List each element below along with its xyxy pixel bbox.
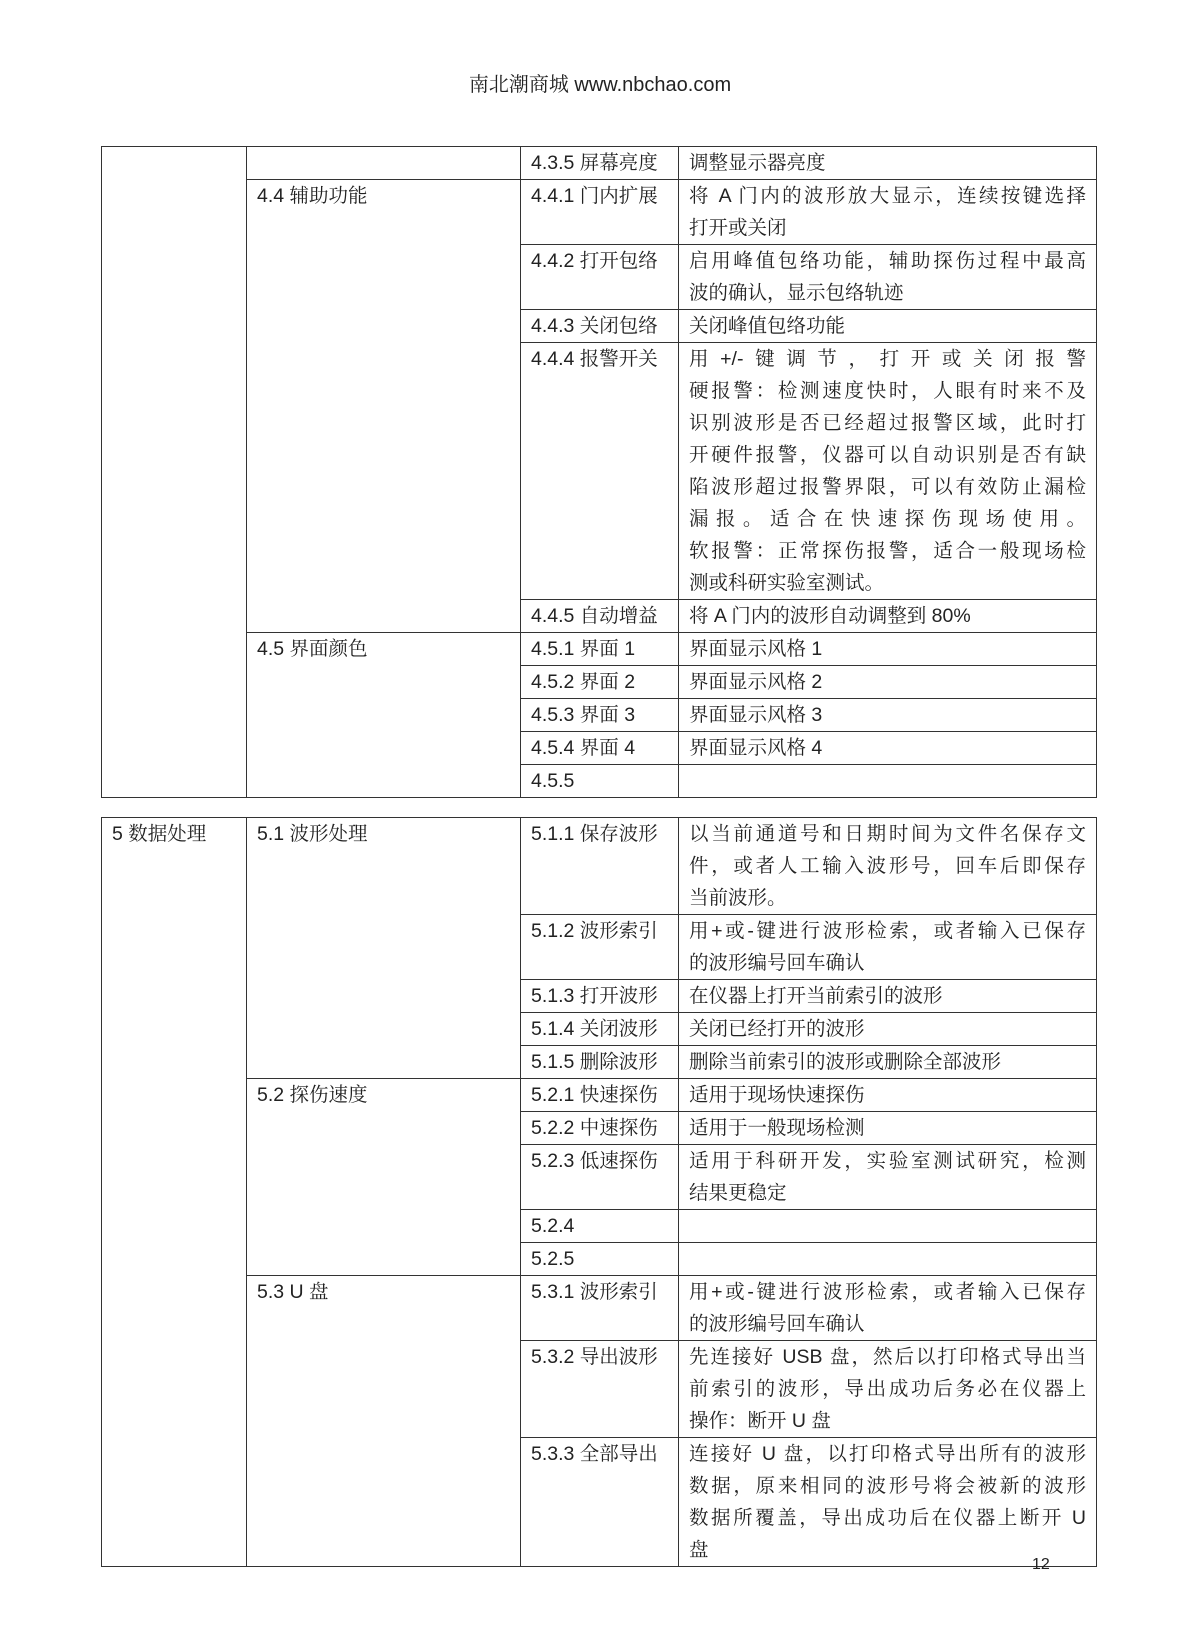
description-line: 将 A 门内的波形自动调整到 80% bbox=[689, 605, 971, 627]
item-code-cell: 4.4.1 门内扩展 bbox=[521, 180, 679, 245]
item-description-cell bbox=[679, 245, 1097, 310]
description-line: 适用于现场快速探伤 bbox=[689, 1084, 865, 1106]
description-line: 识别波形是否已经超过报警区域，此时打 bbox=[689, 412, 1086, 434]
group-cell: 5.2 探伤速度 bbox=[247, 1079, 521, 1276]
description-line: 数据所覆盖，导出成功后在仪器上断开 U bbox=[689, 1507, 1086, 1529]
description-line: 数据，原来相同的波形号将会被新的波形 bbox=[689, 1475, 1086, 1497]
description-line: 适用于一般现场检测 bbox=[689, 1117, 865, 1139]
item-code-cell: 5.1.3 打开波形 bbox=[521, 980, 679, 1013]
item-description-cell bbox=[679, 666, 1097, 699]
description-line: 用+/-键调节，打开或关闭报警 bbox=[689, 348, 1086, 370]
item-description-cell bbox=[679, 343, 1097, 600]
description-line: 界面显示风格 1 bbox=[689, 638, 823, 660]
description-line bbox=[689, 1243, 1086, 1275]
item-description-cell bbox=[679, 633, 1097, 666]
item-code-cell: 5.2.4 bbox=[521, 1210, 679, 1243]
description-line: 用+或-键进行波形检索，或者输入已保存 bbox=[689, 1281, 1086, 1303]
table-row bbox=[102, 180, 1097, 245]
item-description-cell bbox=[679, 310, 1097, 343]
page-header: 南北潮商城 www.nbchao.com bbox=[468, 74, 732, 96]
description-line: 结果更稳定 bbox=[689, 1182, 787, 1204]
item-code-cell: 4.5.4 界面 4 bbox=[521, 732, 679, 765]
table-row bbox=[102, 818, 1097, 915]
description-line: 适用于科研开发，实验室测试研究，检测 bbox=[689, 1150, 1086, 1172]
item-description-cell bbox=[679, 765, 1097, 798]
item-description-cell bbox=[679, 1046, 1097, 1079]
description-line: 界面显示风格 4 bbox=[689, 737, 823, 759]
description-line: 界面显示风格 2 bbox=[689, 671, 823, 693]
description-line: 在仪器上打开当前索引的波形 bbox=[689, 985, 943, 1007]
description-line: 盘 bbox=[689, 1539, 709, 1561]
description-line: 先连接好 USB 盘，然后以打印格式导出当 bbox=[689, 1346, 1086, 1368]
function-table-2 bbox=[101, 817, 1097, 1567]
item-code-cell: 4.5.5 bbox=[521, 765, 679, 798]
item-description-cell bbox=[679, 1276, 1097, 1341]
item-code-cell: 5.3.1 波形索引 bbox=[521, 1276, 679, 1341]
description-line: 硬报警：检测速度快时，人眼有时来不及 bbox=[689, 380, 1086, 402]
table-row bbox=[102, 1276, 1097, 1341]
description-line: 件，或者人工输入波形号，回车后即保存 bbox=[689, 855, 1086, 877]
item-description-cell bbox=[679, 1112, 1097, 1145]
item-description-cell bbox=[679, 1341, 1097, 1438]
item-description-cell bbox=[679, 1210, 1097, 1243]
item-description-cell bbox=[679, 147, 1097, 180]
table-row bbox=[102, 1079, 1097, 1112]
item-description-cell bbox=[679, 1079, 1097, 1112]
description-line: 将 A 门内的波形放大显示，连续按键选择 bbox=[689, 185, 1086, 207]
description-line: 打开或关闭 bbox=[689, 217, 787, 239]
item-code-cell: 4.3.5 屏幕亮度 bbox=[521, 147, 679, 180]
item-description-cell bbox=[679, 1438, 1097, 1567]
item-code-cell: 4.5.1 界面 1 bbox=[521, 633, 679, 666]
table-row bbox=[102, 633, 1097, 666]
description-line: 开硬件报警，仪器可以自动识别是否有缺 bbox=[689, 444, 1086, 466]
description-line: 操作：断开 U 盘 bbox=[689, 1410, 831, 1432]
section-cell: 5 数据处理 bbox=[102, 818, 247, 1567]
item-description-cell bbox=[679, 1013, 1097, 1046]
item-description-cell bbox=[679, 180, 1097, 245]
description-line: 软报警：正常探伤报警，适合一般现场检 bbox=[689, 540, 1086, 562]
description-line: 界面显示风格 3 bbox=[689, 704, 823, 726]
description-line: 波的确认，显示包络轨迹 bbox=[689, 282, 904, 304]
description-line: 前索引的波形，导出成功后务必在仪器上 bbox=[689, 1378, 1086, 1400]
item-code-cell: 4.4.5 自动增益 bbox=[521, 600, 679, 633]
description-line bbox=[689, 765, 1086, 797]
description-line: 调整显示器亮度 bbox=[689, 152, 826, 174]
section-cell bbox=[102, 147, 247, 798]
description-line: 启用峰值包络功能，辅助探伤过程中最高 bbox=[689, 250, 1086, 272]
item-description-cell bbox=[679, 732, 1097, 765]
item-description-cell bbox=[679, 818, 1097, 915]
item-code-cell: 4.4.2 打开包络 bbox=[521, 245, 679, 310]
description-line: 漏报。适合在快速探伤现场使用。 bbox=[689, 508, 1086, 530]
item-code-cell: 4.4.3 关闭包络 bbox=[521, 310, 679, 343]
description-line: 当前波形。 bbox=[689, 887, 787, 909]
item-code-cell: 5.3.2 导出波形 bbox=[521, 1341, 679, 1438]
item-description-cell bbox=[679, 980, 1097, 1013]
group-cell: 4.5 界面颜色 bbox=[247, 633, 521, 798]
description-line: 删除当前索引的波形或删除全部波形 bbox=[689, 1051, 1002, 1073]
item-code-cell: 4.5.3 界面 3 bbox=[521, 699, 679, 732]
description-line: 关闭已经打开的波形 bbox=[689, 1018, 865, 1040]
description-line: 陷波形超过报警界限，可以有效防止漏检 bbox=[689, 476, 1086, 498]
table-row bbox=[102, 147, 1097, 180]
item-code-cell: 5.2.5 bbox=[521, 1243, 679, 1276]
description-line: 关闭峰值包络功能 bbox=[689, 315, 846, 337]
item-code-cell: 5.1.4 关闭波形 bbox=[521, 1013, 679, 1046]
item-code-cell: 4.5.2 界面 2 bbox=[521, 666, 679, 699]
page-number: 12 bbox=[1032, 1556, 1050, 1573]
item-description-cell bbox=[679, 915, 1097, 980]
item-code-cell: 5.1.5 删除波形 bbox=[521, 1046, 679, 1079]
description-line: 测或科研实验室测试。 bbox=[689, 572, 885, 594]
description-line: 的波形编号回车确认 bbox=[689, 952, 865, 974]
item-code-cell: 5.2.2 中速探伤 bbox=[521, 1112, 679, 1145]
item-code-cell: 5.1.2 波形索引 bbox=[521, 915, 679, 980]
group-cell: 5.3 U 盘 bbox=[247, 1276, 521, 1567]
item-description-cell bbox=[679, 1243, 1097, 1276]
item-description-cell bbox=[679, 600, 1097, 633]
item-code-cell: 5.3.3 全部导出 bbox=[521, 1438, 679, 1567]
item-code-cell: 5.2.3 低速探伤 bbox=[521, 1145, 679, 1210]
description-line: 用+或-键进行波形检索，或者输入已保存 bbox=[689, 920, 1086, 942]
item-code-cell: 5.2.1 快速探伤 bbox=[521, 1079, 679, 1112]
description-line: 以当前通道号和日期时间为文件名保存文 bbox=[689, 823, 1086, 845]
item-description-cell bbox=[679, 1145, 1097, 1210]
item-code-cell: 5.1.1 保存波形 bbox=[521, 818, 679, 915]
item-code-cell: 4.4.4 报警开关 bbox=[521, 343, 679, 600]
description-line bbox=[689, 1210, 1086, 1242]
group-cell bbox=[247, 147, 521, 180]
function-table-1 bbox=[101, 146, 1097, 798]
description-line: 的波形编号回车确认 bbox=[689, 1313, 865, 1335]
description-line: 连接好 U 盘，以打印格式导出所有的波形 bbox=[689, 1443, 1086, 1465]
group-cell: 5.1 波形处理 bbox=[247, 818, 521, 1079]
group-cell: 4.4 辅助功能 bbox=[247, 180, 521, 633]
item-description-cell bbox=[679, 699, 1097, 732]
